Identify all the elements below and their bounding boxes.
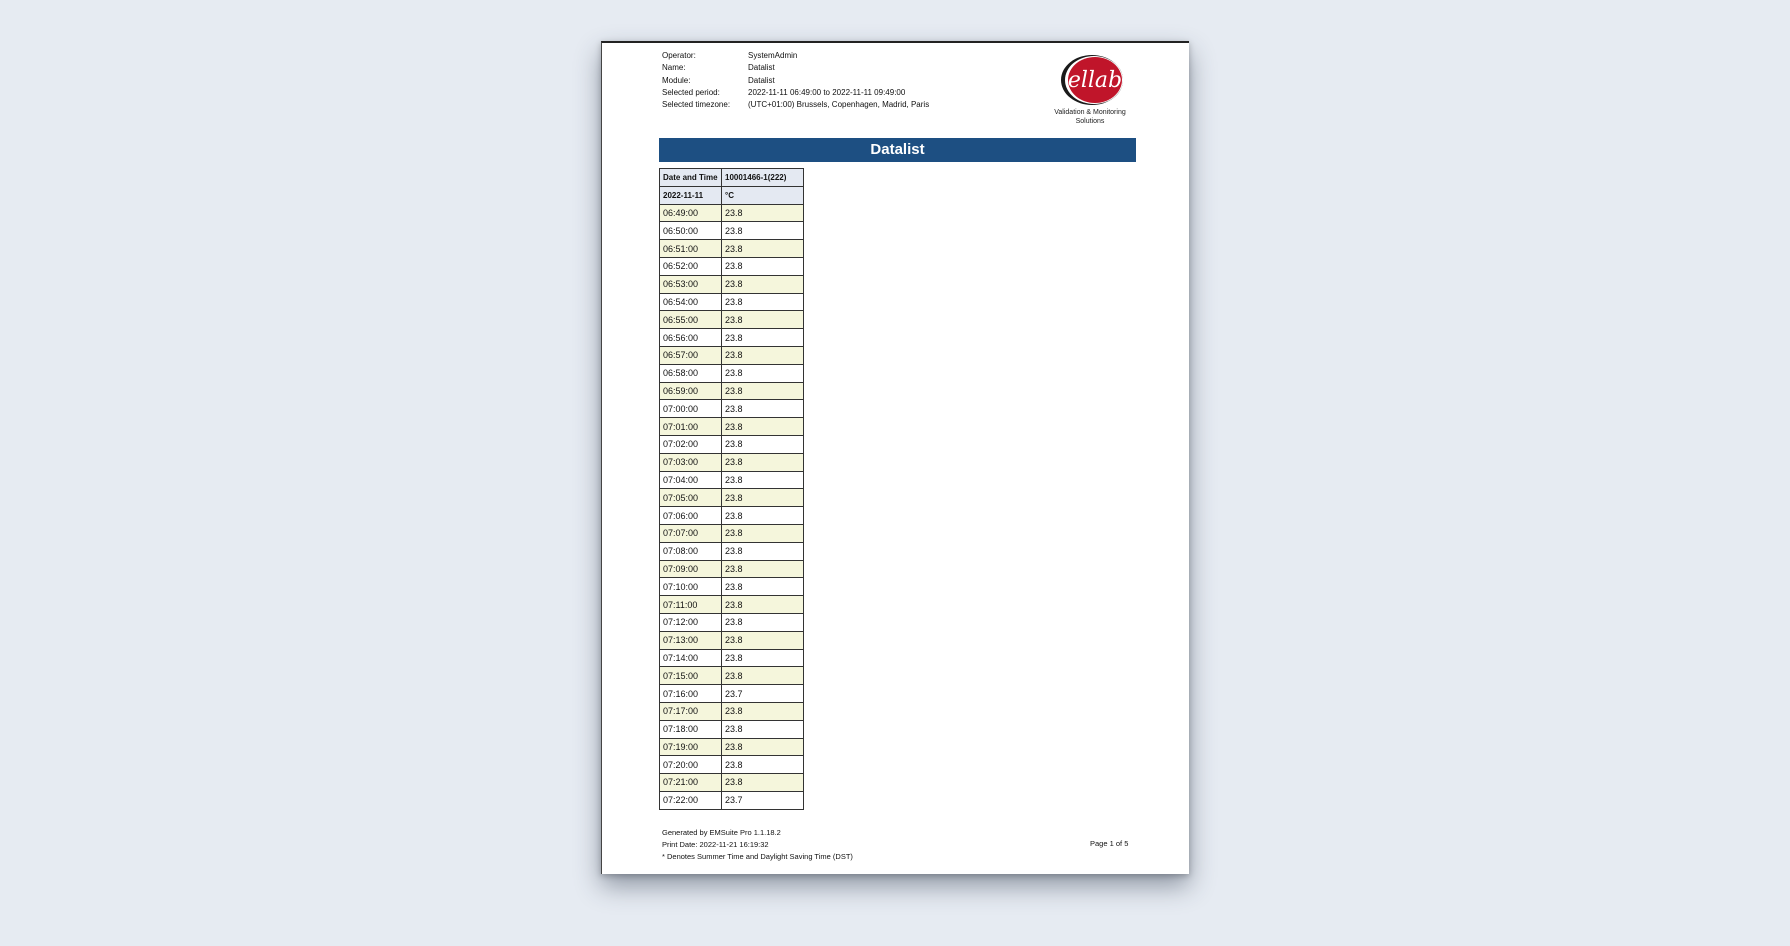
time-cell: 06:49:00: [660, 204, 722, 222]
time-cell: 06:53:00: [660, 275, 722, 293]
meta-row: [662, 87, 929, 99]
temperature-cell: 23.8: [722, 435, 804, 453]
table-row: [660, 702, 804, 720]
temperature-cell: 23.8: [722, 364, 804, 382]
time-cell: 06:52:00: [660, 257, 722, 275]
temperature-cell: 23.8: [722, 560, 804, 578]
time-cell: 07:20:00: [660, 756, 722, 774]
table-row: [660, 257, 804, 275]
time-cell: 07:14:00: [660, 649, 722, 667]
temperature-cell: 23.8: [722, 329, 804, 347]
table-row: [660, 631, 804, 649]
meta-key: Module:: [662, 75, 691, 85]
dst-note-text: * Denotes Summer Time and Daylight Saving Time (DST): [662, 852, 853, 861]
logo-tagline-line1: Validation & Monitoring: [1054, 109, 1126, 116]
time-cell: 07:10:00: [660, 578, 722, 596]
temperature-cell: 23.8: [722, 275, 804, 293]
temperature-cell: 23.8: [722, 222, 804, 240]
table-row: [660, 346, 804, 364]
meta-row: [662, 75, 929, 87]
time-cell: 07:08:00: [660, 542, 722, 560]
temperature-cell: 23.8: [722, 578, 804, 596]
table-row: [660, 489, 804, 507]
table-row: [660, 560, 804, 578]
temperature-cell: 23.8: [722, 596, 804, 614]
meta-value: Datalist: [748, 63, 775, 73]
table-row: [660, 596, 804, 614]
table-row: [660, 471, 804, 489]
temperature-cell: 23.8: [722, 400, 804, 418]
table-row: [660, 400, 804, 418]
ellab-logo: [1050, 53, 1130, 133]
temperature-cell: 23.8: [722, 346, 804, 364]
time-cell: 07:01:00: [660, 418, 722, 436]
table-header-row: [660, 169, 804, 187]
temperature-cell: 23.8: [722, 774, 804, 792]
time-cell: 06:55:00: [660, 311, 722, 329]
generated-by-text: Generated by EMSuite Pro 1.1.18.2: [662, 828, 781, 837]
table-row: [660, 364, 804, 382]
time-cell: 06:56:00: [660, 329, 722, 347]
temperature-cell: 23.8: [722, 240, 804, 258]
date-cell: 2022-11-11: [660, 186, 722, 204]
temperature-cell: 23.8: [722, 507, 804, 525]
ellab-logo-icon: [1052, 53, 1128, 107]
temperature-cell: 23.8: [722, 702, 804, 720]
time-cell: 06:58:00: [660, 364, 722, 382]
time-cell: 07:21:00: [660, 774, 722, 792]
time-cell: 06:54:00: [660, 293, 722, 311]
temperature-cell: 23.8: [722, 756, 804, 774]
logo-tagline-line2: Solutions: [1075, 118, 1105, 125]
time-cell: 07:18:00: [660, 720, 722, 738]
temperature-cell: 23.8: [722, 542, 804, 560]
table-row: [660, 275, 804, 293]
table-row: [660, 524, 804, 542]
meta-value: 2022-11-11 06:49:00 to 2022-11-11 09:49:00: [748, 87, 906, 97]
table-row: [660, 542, 804, 560]
temperature-cell: 23.8: [722, 471, 804, 489]
datalist-title-banner: Datalist: [659, 138, 1136, 162]
table-row: [660, 329, 804, 347]
table-row: [660, 453, 804, 471]
meta-row: [662, 50, 929, 62]
table-row: [660, 240, 804, 258]
meta-value: (UTC+01:00) Brussels, Copenhagen, Madrid, Paris: [748, 100, 930, 110]
temperature-cell: 23.8: [722, 453, 804, 471]
time-cell: 07:17:00: [660, 702, 722, 720]
unit-cell: °C: [722, 186, 804, 204]
time-cell: 06:59:00: [660, 382, 722, 400]
temperature-cell: 23.8: [722, 631, 804, 649]
temperature-cell: 23.8: [722, 649, 804, 667]
temperature-cell: 23.7: [722, 791, 804, 809]
column-header-sensor: 10001466-1(222): [722, 169, 804, 187]
time-cell: 07:15:00: [660, 667, 722, 685]
time-cell: 07:04:00: [660, 471, 722, 489]
table-row: [660, 293, 804, 311]
table-row: [660, 720, 804, 738]
time-cell: 07:09:00: [660, 560, 722, 578]
datalist-table: [659, 168, 804, 810]
table-row: [660, 578, 804, 596]
temperature-cell: 23.8: [722, 418, 804, 436]
table-row: [660, 382, 804, 400]
meta-key: Name:: [662, 63, 686, 73]
temperature-cell: 23.8: [722, 293, 804, 311]
temperature-cell: 23.7: [722, 685, 804, 703]
print-date-text: Print Date: 2022-11-21 16:19:32: [662, 840, 769, 849]
table-row: [660, 756, 804, 774]
temperature-cell: 23.8: [722, 667, 804, 685]
time-cell: 07:11:00: [660, 596, 722, 614]
time-cell: 07:22:00: [660, 791, 722, 809]
report-footer: [662, 827, 853, 863]
time-cell: 07:07:00: [660, 524, 722, 542]
table-row: [660, 222, 804, 240]
temperature-cell: 23.8: [722, 489, 804, 507]
table-row: [660, 685, 804, 703]
table-row: [660, 311, 804, 329]
time-cell: 07:06:00: [660, 507, 722, 525]
temperature-cell: 23.8: [722, 311, 804, 329]
report-page: [601, 41, 1189, 874]
table-row: [660, 649, 804, 667]
time-cell: 06:51:00: [660, 240, 722, 258]
page-number: Page 1 of 5: [1090, 839, 1129, 848]
time-cell: 07:02:00: [660, 435, 722, 453]
time-cell: 07:13:00: [660, 631, 722, 649]
temperature-cell: 23.8: [722, 204, 804, 222]
table-row: [660, 774, 804, 792]
logo-tagline: [1050, 108, 1130, 126]
meta-value: Datalist: [748, 75, 775, 85]
table-row: [660, 507, 804, 525]
table-row: [660, 204, 804, 222]
table-row: [660, 791, 804, 809]
time-cell: 06:57:00: [660, 346, 722, 364]
table-row: [660, 418, 804, 436]
table-row: [660, 738, 804, 756]
temperature-cell: 23.8: [722, 382, 804, 400]
temperature-cell: 23.8: [722, 257, 804, 275]
temperature-cell: 23.8: [722, 524, 804, 542]
time-cell: 07:12:00: [660, 613, 722, 631]
table-row: [660, 613, 804, 631]
time-cell: 07:19:00: [660, 738, 722, 756]
time-cell: 07:03:00: [660, 453, 722, 471]
logo-wordmark: ellab: [1067, 68, 1123, 93]
meta-key: Operator:: [662, 51, 696, 60]
meta-key: Selected timezone:: [662, 100, 731, 110]
table-row: [660, 435, 804, 453]
temperature-cell: 23.8: [722, 720, 804, 738]
time-cell: 07:00:00: [660, 400, 722, 418]
time-cell: 07:05:00: [660, 489, 722, 507]
table-row: [660, 667, 804, 685]
time-cell: 06:50:00: [660, 222, 722, 240]
meta-value: SystemAdmin: [748, 51, 798, 60]
meta-row: [662, 99, 929, 111]
table-subheader-row: [660, 186, 804, 204]
temperature-cell: 23.8: [722, 738, 804, 756]
time-cell: 07:16:00: [660, 685, 722, 703]
meta-key: Selected period:: [662, 87, 720, 97]
meta-row: [662, 62, 929, 74]
report-metadata: [662, 50, 929, 111]
column-header-date-time: Date and Time: [660, 169, 722, 187]
temperature-cell: 23.8: [722, 613, 804, 631]
